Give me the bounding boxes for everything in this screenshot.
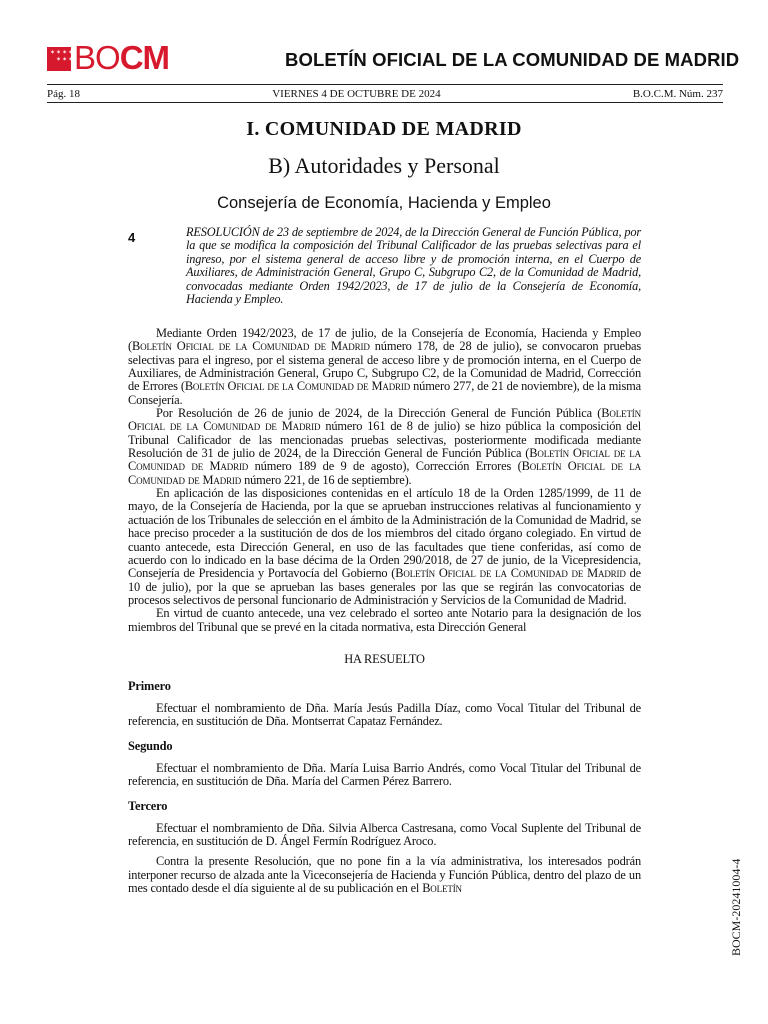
page-number: Pág. 18 [47, 88, 80, 100]
paragraph: Por Resolución de 26 de junio de 2024, de la Dirección General de Función Pública (Boletín Oficial de la Comunidad de Madrid número 161 de 8 de julio) se hizo pública la composición del Tribunal Calificador de las mencionadas pruebas selectivas, posteriormente modificada mediante Resolución de 31 de julio de 2024, de la Dirección General de Función Pública (Boletín Oficial de la Comunidad de Madrid número 189 de 9 de agosto), Corrección Errores (Boletín Oficial de la Comunidad de Madrid número 221, de 16 de septiembre). [128, 406, 642, 487]
paragraph: Contra la presente Resolución, que no pone fin a la vía administrativa, los interesados podrán interponer recurso de alzada ante la Viceconsejería de Hacienda y Función Pública, dentro del plazo de un mes contado desde el día siguiente al de su publicación en el Boletín [128, 854, 641, 896]
article-heading: Segundo [128, 739, 173, 754]
entry-number: 4 [128, 230, 136, 245]
resolved-heading: HA RESUELTO [344, 651, 425, 666]
article-text: Efectuar el nombramiento de Dña. María Luisa Barrio Andrés, como Vocal Titular del Tribunal de referencia, en sustitución de Dña. María del Carmen Pérez Barrero. [128, 760, 641, 788]
subsection-title: B) Autoridades y Personal [268, 153, 500, 178]
article-text: Efectuar el nombramiento de Dña. Silvia Alberca Castresana, como Vocal Suplente del Tribunal de referencia, en sustitución de D. Ángel Fermín Rodríguez Aroco. [128, 820, 641, 848]
paragraph: En virtud de cuanto antecede, una vez celebrado el sorteo ante Notario para la designación de los miembros del Tribunal que se prevé en la citada normativa, esta Dirección General [128, 606, 641, 634]
resolution-title: RESOLUCIÓN de 23 de septiembre de 2024, de la Dirección General de Función Pública, por la que se modifica la composición del Tribunal Calificador de las pruebas selectivas para el ingreso, por el sistema general de acceso libre y de promoción interna, en el Cuerpo de Auxiliares, de Administración General, Grupo C, Subgrupo C2, de la Comunidad de Madrid, convocadas mediante Orden 1942/2023, de 17 de julio de la Consejería de Economía, Hacienda y Empleo. [186, 225, 641, 307]
bocm-logo [47, 39, 170, 76]
running-header [47, 88, 723, 100]
issue-number: B.O.C.M. Núm. 237 [632, 88, 723, 100]
issue-date: VIERNES 4 DE OCTUBRE DE 2024 [272, 88, 441, 100]
document-code: BOCM-20241004-4 [729, 858, 743, 956]
article-text: Efectuar el nombramiento de Dña. María Jesús Padilla Díaz, como Vocal Titular del Tribunal de referencia, en sustitución de Dña. Montserrat Capataz Fernández. [128, 700, 641, 728]
department-title: Consejería de Economía, Hacienda y Empleo [217, 194, 551, 212]
article-heading: Primero [128, 679, 171, 694]
masthead-title: BOLETÍN OFICIAL DE LA COMUNIDAD DE MADRID [285, 49, 740, 70]
paragraph: En aplicación de las disposiciones contenidas en el artículo 18 de la Orden 1285/1999, de 11 de mayo, de la Consejería de Hacienda, por la que se aprueban instrucciones relativas al funcionamiento y actuación de los Tribunales de selección en el ámbito de la Administración de la Comunidad de Madrid, se hace preciso proceder a la sustitución de dos de los miembros del citado órgano colegiado. En virtud de cuanto antecede, esta Dirección General, en uso de las facultades que tiene conferidas, así como de acuerdo con lo indicado en la base décima de la Orden 290/2018, de 27 de junio, de la Vicepresidencia, Consejería de Presidencia y Portavocía del Gobierno (Boletín Oficial de la Comunidad de Madrid de 10 de julio), por la que se aprueban las bases generales por las que se regirán las convocatorias de procesos selectivos de personal funcionario de Administración y Servicios de la Comunidad de Madrid. [128, 486, 642, 607]
header-rule-bottom [47, 102, 723, 103]
article-heading: Tercero [128, 799, 168, 814]
paragraph: Mediante Orden 1942/2023, de 17 de julio, de la Consejería de Economía, Hacienda y Empleo (Boletín Oficial de la Comunidad de Madrid número 178, de 28 de julio), se convocaron pruebas selectivas para el ingreso, por el sistema general de acceso libre y de promoción interna, en el Cuerpo de Auxiliares, de Administración General, Grupo C, Subgrupo C2, de la Comunidad de Madrid, Corrección de Errores (Boletín Oficial de la Comunidad de Madrid número 277, de 21 de noviembre), de la misma Consejería. [128, 326, 642, 407]
document-body [128, 327, 641, 895]
section-title: I. COMUNIDAD DE MADRID [246, 118, 522, 140]
header-rule-top [47, 84, 723, 85]
logo-text: BOCM [74, 39, 170, 76]
madrid-stars-icon: ✶ ✶ ✶ ✶ ✶ ✶ ✶ [47, 47, 71, 71]
